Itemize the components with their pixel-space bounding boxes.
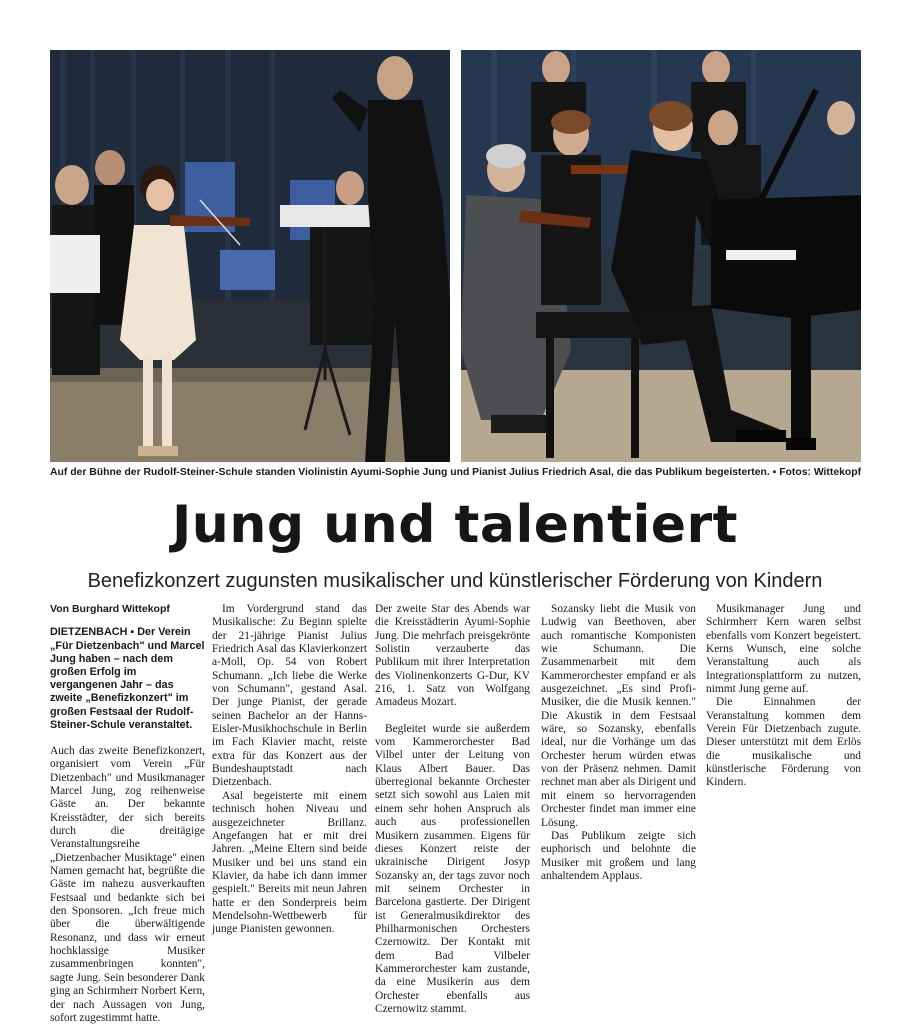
subheadline: Benefizkonzert zugunsten musikalischer und künstlerischer Förderung von Kindern [87,570,823,592]
paragraph: Musikmanager Jung und Schirmherr Kern waren selbst ebenfalls vom Konzert begeistert. Kerns Wunsch, eine solche Veranstaltung auch als Integrationsplattform zu nutzen, nimmt Jung gerne auf. [706,603,861,696]
paragraph: Im Vordergrund stand das Musikalische: Zu Beginn spielte der 21-jährige Pianist Julius Friedrich Asal das Klavierkonzert a-Moll, Op. 54 von Robert Schumann. „Ich liebe die Werke von Schumann", gestand Asal. Der junge Pianist, der gerade seinen Bachelor an der Hanns-Eisler-Musikhochschule in Berlin im Fach Klavier macht, reiste extra für das Konzert aus der Bundeshauptstadt nach Dietzenbach. [212,603,367,789]
article-column-4 [541,603,696,953]
article-column-3 [375,603,530,1015]
photo-caption: Auf der Bühne der Rudolf-Steiner-Schule standen Violinistin Ayumi-Sophie Jung und Pianist Julius Friedrich Asal, die das Publikum begeisterten. ▪ Fotos: Wittekopf [50,467,862,478]
byline: Von Burghard Wittekopf [50,603,170,615]
paragraph: Begleitet wurde sie außerdem vom Kammerorchester Bad Vilbel unter der Leitung von Klaus Albert Bauer. Das überregional bekannte Orchester setzt sich sowohl aus Laien mit einem sehr hohen Anspruch als auch aus professionellen Musikern zusammen. Eigens für dieses Konzert reiste der ukrainische Dirigent Josyp Sozansky an, der tags zuvor noch mit seinem Orchester in Barcelona gastierte. Der Dirigent ist Generalmusikdirektor des Philharmonischen Orchesters Czernowitz. Der Kontakt mit dem Bad Vilbeler Kammerorchester kam zustande, da eine Musikerin aus dem Orchester ebenfalls aus Czernowitz stammt. [375,722,530,1015]
photo-pianist [461,50,861,462]
paragraph: Die Einnahmen der Veranstaltung kommen dem Verein Für Dietzenbach zugute. Dieser unterstützt mit dem Erlös die musikalische und künstlerische Förderung von Kindern. [706,696,861,789]
article-column-1 [50,603,205,1024]
article-column-5 [706,603,861,953]
paragraph: Das Publikum zeigte sich euphorisch und belohnte die Musiker mit großem und lang anhaltendem Applaus. [541,829,696,882]
paragraph: Sozansky liebt die Musik von Ludwig van Beethoven, aber auch romantische Komponisten wie Schumann. Die Zusammenarbeit mit dem Kammerorchester empfand er als ausgezeichnet. „Es sind Profi-Musiker, die die Musik kennen." Die Akustik in dem Festsaal wäre, so Sozansky, ebenfalls ideal, nur die Vorhänge um das Orchester herum würden etwas von der Präsenz nehmen. Damit rechnet man aber als Dirigent und mit einem so hervorragenden Orchester findet man immer eine Lösung. [541,603,696,829]
paragraph: Der zweite Star des Abends war die Kreisstädterin Ayumi-Sophie Jung. Die mehrfach preisgekrönte Solistin verzauberte das Publikum mit ihrer Interpretation des Violinenkonzerts G-Dur, KV 216, 1. Satz von Wolfgang Amadeus Mozart. [375,603,530,709]
paragraph: Auch das zweite Benefizkonzert, organisiert vom Verein „Für Dietzenbach" und Musikmanager Marcel Jung, zog reihenweise Gäste an. Der bekannte Kreisstädter, der sich bereits durch die dreitägige Veranstaltungsreihe „Dietzenbacher Musiktage" einen Namen gemacht hat, begrüßte die Gäste im nahezu ausverkauften Festsaal und bedankte sich bei den Sponsoren. „Ich freue mich über die überwältigende Resonanz, und dass wir erneut hochklassige Musiker zusammenbringen konnten", sagte Jung. Sein besonderer Dank ging an Schirmherr Norbert Kern, der nach Aussagen von Jung, sofort zugestimmt hatte. [50,744,205,1024]
photo-violinist [50,50,450,462]
headline: Jung und talentiert [171,495,739,555]
article-column-2 [212,603,367,953]
paragraph: Asal begeisterte mit einem technisch hohen Niveau und ausgezeichneter Brillanz. Angefangen hat er mit drei Jahren. „Meine Eltern sind beide Musiker und bei uns stand ein Klavier, da habe ich dann immer gespielt." Bereits mit neun Jahren hatte er den Sonderpreis beim Mendelsohn-Wettbewerb für junge Pianisten gewonnen. [212,789,367,936]
article-lead: DIETZENBACH ▪ Der Verein „Für Dietzenbach" und Marcel Jung haben – nach dem großen Erfolg im vergangenen Jahr – das zweite „Benefizkonzert" im großen Festsaal der Rudolf-Steiner-Schule veranstaltet. [50,626,205,731]
